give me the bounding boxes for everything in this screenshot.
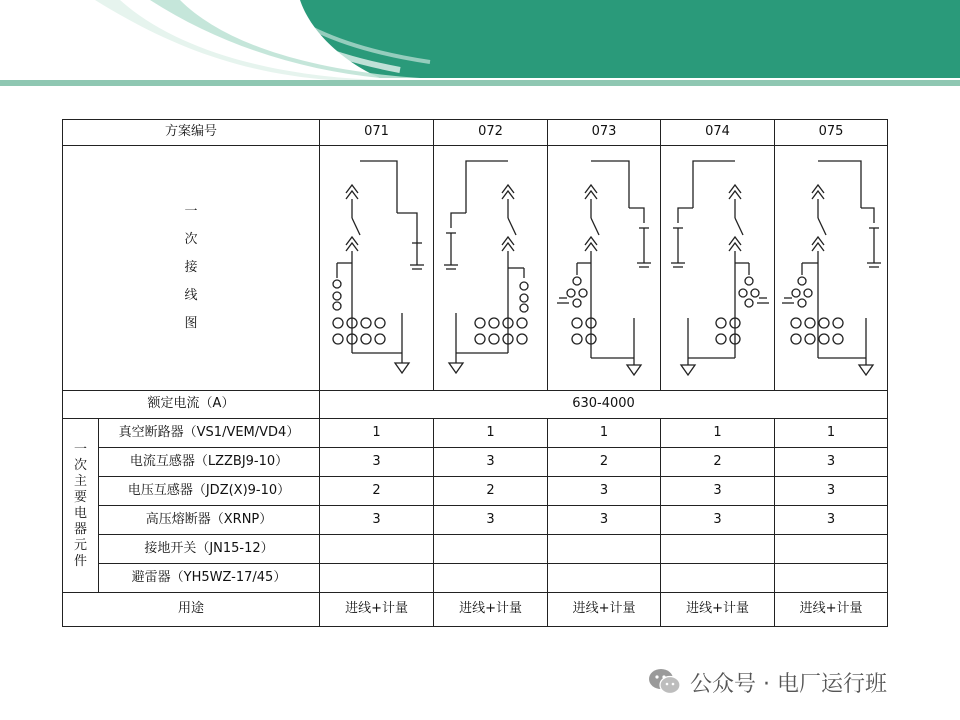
label-char: 次 (184, 232, 198, 247)
usage-row (63, 593, 888, 627)
component-row (63, 419, 888, 448)
label-char: 次 (73, 457, 87, 473)
scheme-number: 075 (775, 120, 888, 146)
single-line-diagram (436, 153, 546, 383)
component-row (63, 535, 888, 564)
usage-value: 进线+计量 (320, 593, 434, 627)
component-qty (775, 564, 888, 593)
label-char: 元 (73, 537, 87, 553)
component-qty: 1 (320, 419, 434, 448)
component-qty: 3 (434, 506, 548, 535)
component-qty: 3 (548, 506, 661, 535)
component-qty: 3 (320, 448, 434, 477)
wechat-icon (648, 667, 682, 697)
component-row (63, 506, 888, 535)
component-qty (775, 535, 888, 564)
component-qty (548, 535, 661, 564)
component-qty: 3 (775, 477, 888, 506)
component-row (63, 477, 888, 506)
banner-graphic (0, 0, 960, 92)
component-qty (434, 564, 548, 593)
usage-value: 进线+计量 (775, 593, 888, 627)
scheme-header-label: 方案编号 (63, 120, 320, 146)
rated-current-label: 额定电流（A） (63, 391, 320, 419)
wiring-diagram-073 (548, 146, 661, 391)
component-qty (434, 535, 548, 564)
component-qty (320, 535, 434, 564)
component-qty: 1 (548, 419, 661, 448)
usage-value: 进线+计量 (434, 593, 548, 627)
component-qty (661, 564, 775, 593)
label-char: 接 (184, 260, 198, 275)
single-line-diagram (776, 153, 886, 383)
scheme-number: 073 (548, 120, 661, 146)
label-char: 器 (73, 521, 87, 537)
single-line-diagram (322, 153, 432, 383)
diagram-row-label (63, 146, 320, 391)
component-row (63, 564, 888, 593)
component-qty: 3 (661, 477, 775, 506)
component-qty: 3 (434, 448, 548, 477)
label-char: 主 (73, 473, 87, 489)
component-qty: 2 (320, 477, 434, 506)
component-qty: 3 (775, 506, 888, 535)
wiring-diagram-072 (434, 146, 548, 391)
component-name: 接地开关（JN15-12） (99, 535, 320, 564)
component-qty: 1 (661, 419, 775, 448)
component-qty: 2 (548, 448, 661, 477)
component-qty: 3 (320, 506, 434, 535)
usage-label: 用途 (63, 593, 320, 627)
label-char: 线 (184, 288, 198, 303)
component-qty: 1 (434, 419, 548, 448)
component-name: 避雷器（YH5WZ-17/45） (99, 564, 320, 593)
component-qty: 3 (661, 506, 775, 535)
wiring-diagram-075 (775, 146, 888, 391)
usage-value: 进线+计量 (661, 593, 775, 627)
diagram-row (63, 146, 888, 391)
scheme-number: 071 (320, 120, 434, 146)
watermark (648, 664, 887, 700)
label-char: 图 (184, 316, 198, 331)
single-line-diagram (663, 153, 773, 383)
label-char: 一 (184, 204, 198, 219)
component-qty: 3 (548, 477, 661, 506)
component-row (63, 448, 888, 477)
header-row (63, 120, 888, 146)
component-qty: 2 (661, 448, 775, 477)
component-qty: 3 (775, 448, 888, 477)
component-qty: 1 (775, 419, 888, 448)
component-qty (320, 564, 434, 593)
label-char: 电 (73, 505, 87, 521)
component-name: 高压熔断器（XRNP） (99, 506, 320, 535)
component-qty: 2 (434, 477, 548, 506)
scheme-number: 072 (434, 120, 548, 146)
label-char: 要 (73, 489, 87, 505)
component-name: 电压互感器（JDZ(X)9-10） (99, 477, 320, 506)
rated-current-row (63, 391, 888, 419)
watermark-text: 公众号 · 电厂运行班 (690, 671, 887, 697)
header-banner (0, 0, 960, 92)
component-qty (548, 564, 661, 593)
spec-table (62, 119, 888, 627)
component-name: 真空断路器（VS1/VEM/VD4） (99, 419, 320, 448)
component-group-label (63, 419, 99, 593)
wiring-diagram-071 (320, 146, 434, 391)
rated-current-value: 630-4000 (320, 391, 888, 419)
label-char: 件 (73, 553, 87, 569)
usage-value: 进线+计量 (548, 593, 661, 627)
wiring-diagram-074 (661, 146, 775, 391)
component-qty (661, 535, 775, 564)
scheme-number: 074 (661, 120, 775, 146)
component-name: 电流互感器（LZZBJ9-10） (99, 448, 320, 477)
single-line-diagram (549, 153, 659, 383)
label-char: 一 (73, 441, 87, 457)
